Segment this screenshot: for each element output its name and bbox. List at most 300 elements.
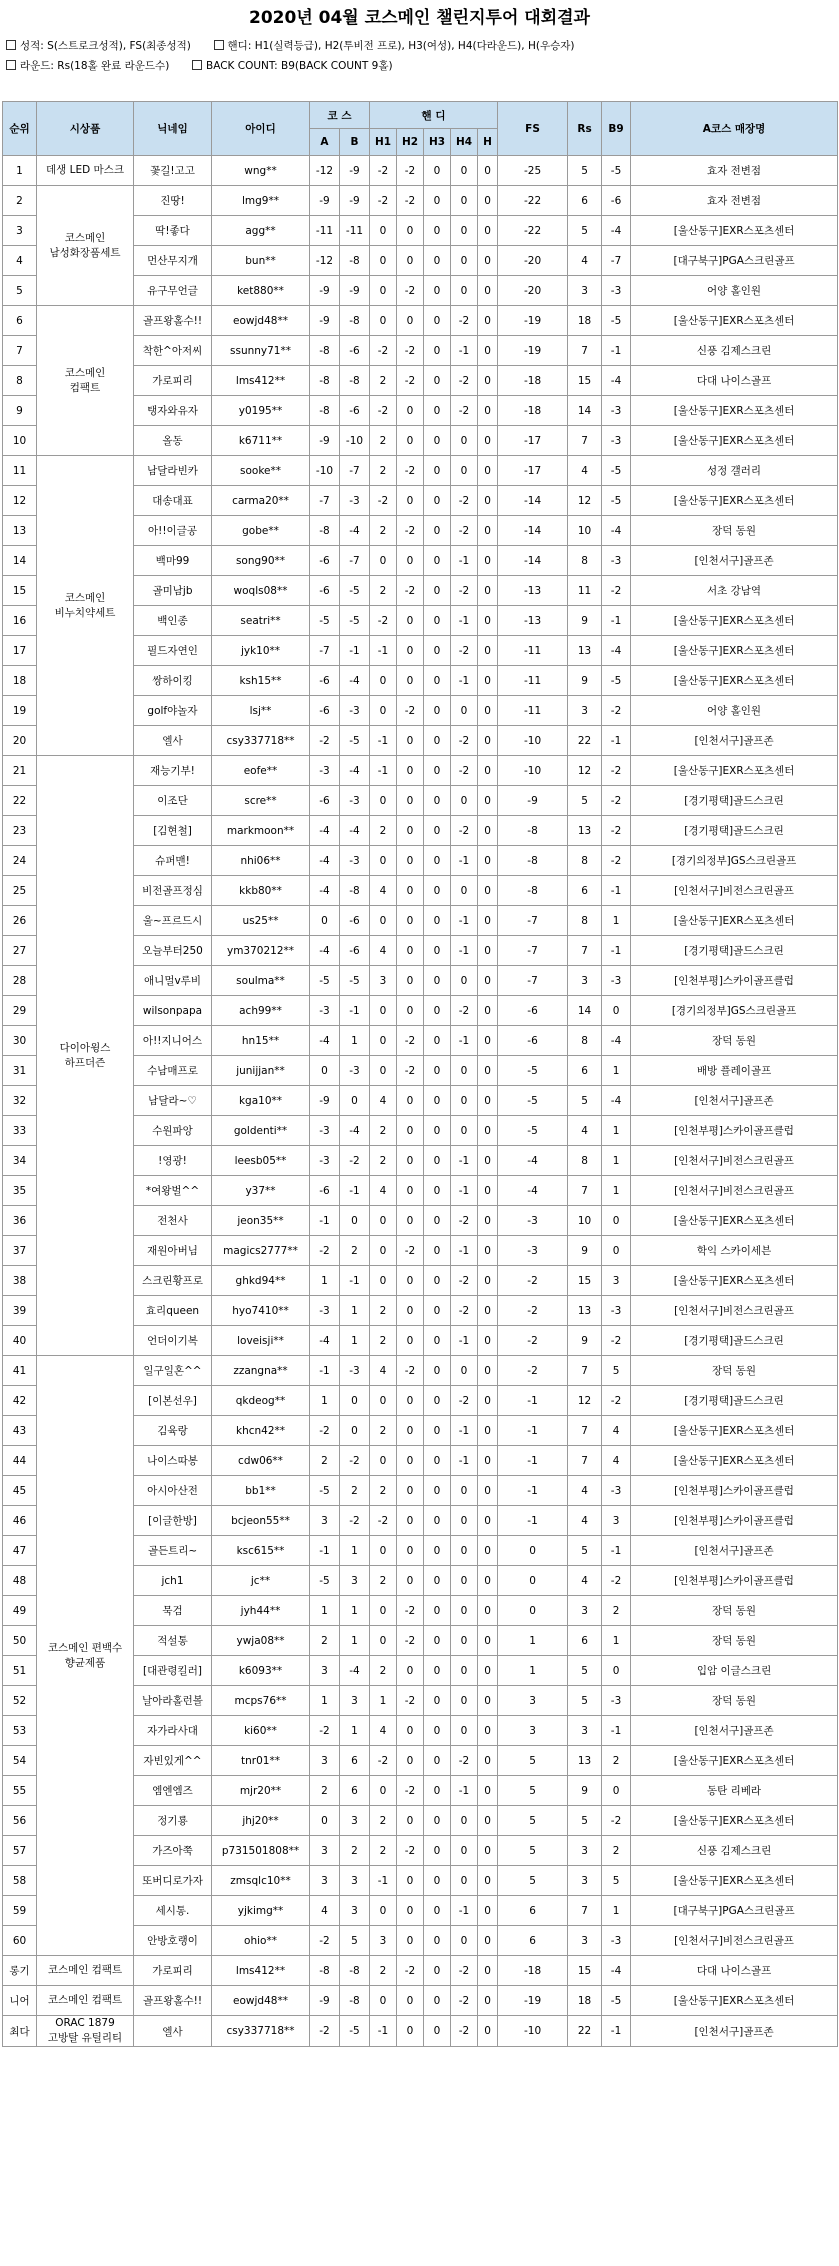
- h-cell: 0: [478, 1416, 498, 1446]
- h1-cell: 2: [370, 1416, 397, 1446]
- h-cell: 0: [478, 1266, 498, 1296]
- h1-cell: 0: [370, 996, 397, 1026]
- h4-cell: 0: [451, 1506, 478, 1536]
- course-b-cell: 1: [340, 1296, 370, 1326]
- fs-cell: 1: [498, 1656, 568, 1686]
- h1-cell: 3: [370, 1926, 397, 1956]
- h2-cell: 0: [397, 1386, 424, 1416]
- h1-cell: 0: [370, 1986, 397, 2016]
- b9-cell: -7: [602, 246, 631, 276]
- nickname-cell: 정기룡: [134, 1806, 212, 1836]
- store-cell: 장덕 동원: [631, 1686, 838, 1716]
- course-b-cell: 2: [340, 1236, 370, 1266]
- course-a-cell: -8: [310, 396, 340, 426]
- rs-cell: 9: [568, 666, 602, 696]
- h4-cell: -2: [451, 1296, 478, 1326]
- b9-cell: 0: [602, 1776, 631, 1806]
- course-b-cell: -9: [340, 186, 370, 216]
- h2-cell: 0: [397, 306, 424, 336]
- rs-cell: 13: [568, 1296, 602, 1326]
- h4-cell: 0: [451, 1056, 478, 1086]
- b9-cell: -5: [602, 306, 631, 336]
- header-user-id: 아이디: [212, 102, 310, 156]
- h3-cell: 0: [424, 1896, 451, 1926]
- h3-cell: 0: [424, 606, 451, 636]
- h4-cell: -1: [451, 1176, 478, 1206]
- rs-cell: 15: [568, 1266, 602, 1296]
- course-b-cell: -7: [340, 456, 370, 486]
- b9-cell: 0: [602, 996, 631, 1026]
- h3-cell: 0: [424, 1116, 451, 1146]
- rs-cell: 13: [568, 636, 602, 666]
- rank-cell: 4: [3, 246, 37, 276]
- fs-cell: -10: [498, 2016, 568, 2047]
- nickname-cell: 자가라사대: [134, 1716, 212, 1746]
- course-b-cell: -1: [340, 1176, 370, 1206]
- course-b-cell: -5: [340, 576, 370, 606]
- rank-cell: 52: [3, 1686, 37, 1716]
- nickname-cell: 재원아버님: [134, 1236, 212, 1266]
- rank-cell: 59: [3, 1896, 37, 1926]
- header-course: 코 스: [310, 102, 370, 129]
- h3-cell: 0: [424, 1536, 451, 1566]
- h4-cell: -1: [451, 1896, 478, 1926]
- course-b-cell: -8: [340, 366, 370, 396]
- h2-cell: 0: [397, 1446, 424, 1476]
- h4-cell: -1: [451, 1776, 478, 1806]
- h1-cell: 2: [370, 1836, 397, 1866]
- h-cell: 0: [478, 1356, 498, 1386]
- table-row: [3, 1986, 838, 2016]
- h-cell: 0: [478, 1896, 498, 1926]
- course-a-cell: -6: [310, 666, 340, 696]
- h1-cell: -1: [370, 756, 397, 786]
- nickname-cell: 먼산무지개: [134, 246, 212, 276]
- h2-cell: -2: [397, 1236, 424, 1266]
- user-id-cell: bun**: [212, 246, 310, 276]
- h1-cell: 2: [370, 1116, 397, 1146]
- fs-cell: -11: [498, 666, 568, 696]
- course-b-cell: -2: [340, 1146, 370, 1176]
- rs-cell: 8: [568, 906, 602, 936]
- store-cell: [울산동구]EXR스포츠센터: [631, 486, 838, 516]
- nickname-cell: wilsonpapa: [134, 996, 212, 1026]
- header-course-a: A: [310, 129, 340, 156]
- h2-cell: 0: [397, 606, 424, 636]
- rank-cell: 34: [3, 1146, 37, 1176]
- fs-cell: -2: [498, 1326, 568, 1356]
- prize-group-cell: 코스메인 비누치약세트: [37, 456, 134, 756]
- rs-cell: 11: [568, 576, 602, 606]
- store-cell: 입암 이글스크린: [631, 1656, 838, 1686]
- b9-cell: -3: [602, 1926, 631, 1956]
- b9-cell: -2: [602, 786, 631, 816]
- h-cell: 0: [478, 216, 498, 246]
- nickname-cell: 가로피리: [134, 366, 212, 396]
- course-a-cell: 1: [310, 1386, 340, 1416]
- user-id-cell: jc**: [212, 1566, 310, 1596]
- h3-cell: 0: [424, 816, 451, 846]
- h3-cell: 0: [424, 1716, 451, 1746]
- h-cell: 0: [478, 1446, 498, 1476]
- course-b-cell: -10: [340, 426, 370, 456]
- h2-cell: -2: [397, 1776, 424, 1806]
- b9-cell: 2: [602, 1746, 631, 1776]
- user-id-cell: lsj**: [212, 696, 310, 726]
- rs-cell: 5: [568, 1536, 602, 1566]
- nickname-cell: 나이스따봉: [134, 1446, 212, 1476]
- course-b-cell: -4: [340, 516, 370, 546]
- h4-cell: 0: [451, 1086, 478, 1116]
- store-cell: 어양 홀인원: [631, 276, 838, 306]
- course-b-cell: -7: [340, 546, 370, 576]
- h1-cell: 0: [370, 696, 397, 726]
- h2-cell: 0: [397, 246, 424, 276]
- user-id-cell: gobe**: [212, 516, 310, 546]
- h1-cell: 2: [370, 816, 397, 846]
- h-cell: 0: [478, 696, 498, 726]
- b9-cell: -1: [602, 1536, 631, 1566]
- rs-cell: 8: [568, 1146, 602, 1176]
- rs-cell: 8: [568, 546, 602, 576]
- rs-cell: 7: [568, 426, 602, 456]
- h1-cell: 2: [370, 456, 397, 486]
- fs-cell: 5: [498, 1746, 568, 1776]
- prize-cell: 코스메인 컴팩트: [37, 1956, 134, 1986]
- b9-cell: 1: [602, 1896, 631, 1926]
- rank-cell: 8: [3, 366, 37, 396]
- b9-cell: -5: [602, 666, 631, 696]
- fs-cell: 0: [498, 1566, 568, 1596]
- b9-cell: -5: [602, 486, 631, 516]
- h2-cell: 0: [397, 1536, 424, 1566]
- prize-group-cell: 코스메인 남성화장품세트: [37, 186, 134, 306]
- h2-cell: 0: [397, 1176, 424, 1206]
- h2-cell: 0: [397, 996, 424, 1026]
- rs-cell: 3: [568, 1866, 602, 1896]
- h3-cell: 0: [424, 906, 451, 936]
- h-cell: 0: [478, 1716, 498, 1746]
- rs-cell: 8: [568, 1026, 602, 1056]
- b9-cell: -2: [602, 576, 631, 606]
- h-cell: 0: [478, 336, 498, 366]
- rs-cell: 15: [568, 366, 602, 396]
- course-a-cell: -4: [310, 1326, 340, 1356]
- course-a-cell: -6: [310, 1176, 340, 1206]
- fs-cell: -22: [498, 186, 568, 216]
- nickname-cell: 골프왕홀수!!: [134, 306, 212, 336]
- rank-cell: 9: [3, 396, 37, 426]
- h3-cell: 0: [424, 1626, 451, 1656]
- store-cell: 서초 강남역: [631, 576, 838, 606]
- h3-cell: 0: [424, 456, 451, 486]
- rs-cell: 4: [568, 1506, 602, 1536]
- fs-cell: -7: [498, 936, 568, 966]
- h3-cell: 0: [424, 1686, 451, 1716]
- store-cell: [경기평택]골드스크린: [631, 936, 838, 966]
- rank-cell: 5: [3, 276, 37, 306]
- nickname-cell: jch1: [134, 1566, 212, 1596]
- store-cell: [울산동구]EXR스포츠센터: [631, 1446, 838, 1476]
- h3-cell: 0: [424, 1236, 451, 1266]
- course-b-cell: 3: [340, 1686, 370, 1716]
- h-cell: 0: [478, 1206, 498, 1236]
- h1-cell: 0: [370, 1386, 397, 1416]
- h3-cell: 0: [424, 876, 451, 906]
- course-a-cell: -2: [310, 1236, 340, 1266]
- nickname-cell: [대관령킬러]: [134, 1656, 212, 1686]
- user-id-cell: markmoon**: [212, 816, 310, 846]
- h4-cell: 0: [451, 1116, 478, 1146]
- h-cell: 0: [478, 1176, 498, 1206]
- rs-cell: 4: [568, 246, 602, 276]
- h1-cell: 2: [370, 1806, 397, 1836]
- h3-cell: 0: [424, 786, 451, 816]
- course-b-cell: 0: [340, 1416, 370, 1446]
- course-a-cell: -9: [310, 306, 340, 336]
- h3-cell: 0: [424, 246, 451, 276]
- h2-cell: -2: [397, 156, 424, 186]
- fs-cell: -17: [498, 426, 568, 456]
- user-id-cell: goldenti**: [212, 1116, 310, 1146]
- b9-cell: -2: [602, 1386, 631, 1416]
- course-a-cell: 3: [310, 1746, 340, 1776]
- rank-cell: 47: [3, 1536, 37, 1566]
- rs-cell: 18: [568, 1986, 602, 2016]
- nickname-cell: 골미남jb: [134, 576, 212, 606]
- h3-cell: 0: [424, 1656, 451, 1686]
- nickname-cell: 수원파앙: [134, 1116, 212, 1146]
- rs-cell: 3: [568, 1596, 602, 1626]
- h2-cell: 0: [397, 1746, 424, 1776]
- h2-cell: 0: [397, 1416, 424, 1446]
- course-b-cell: -3: [340, 846, 370, 876]
- h4-cell: -2: [451, 576, 478, 606]
- course-a-cell: -12: [310, 156, 340, 186]
- course-a-cell: 0: [310, 1806, 340, 1836]
- user-id-cell: jyh44**: [212, 1596, 310, 1626]
- h4-cell: -2: [451, 1206, 478, 1236]
- h4-cell: -1: [451, 1326, 478, 1356]
- nickname-cell: 가즈아쭉: [134, 1836, 212, 1866]
- nickname-cell: 전천사: [134, 1206, 212, 1236]
- legend: [0, 36, 839, 76]
- store-cell: [인천부평]스카이골프클럽: [631, 1116, 838, 1146]
- h2-cell: -2: [397, 366, 424, 396]
- rank-cell: 46: [3, 1506, 37, 1536]
- fs-cell: -9: [498, 786, 568, 816]
- b9-cell: -1: [602, 336, 631, 366]
- course-a-cell: -12: [310, 246, 340, 276]
- h1-cell: 4: [370, 876, 397, 906]
- nickname-cell: 남달라~♡: [134, 1086, 212, 1116]
- fs-cell: -19: [498, 1986, 568, 2016]
- nickname-cell: 가로피리: [134, 1956, 212, 1986]
- nickname-cell: 오늘부터250: [134, 936, 212, 966]
- h-cell: 0: [478, 636, 498, 666]
- course-b-cell: 6: [340, 1776, 370, 1806]
- b9-cell: -3: [602, 1296, 631, 1326]
- rank-cell: 55: [3, 1776, 37, 1806]
- rs-cell: 7: [568, 936, 602, 966]
- legend-box-icon: [6, 60, 16, 70]
- table-row: [3, 2016, 838, 2047]
- course-b-cell: -1: [340, 636, 370, 666]
- h4-cell: 0: [451, 1806, 478, 1836]
- h-cell: 0: [478, 1026, 498, 1056]
- store-cell: [인천서구]비전스크린골프: [631, 1146, 838, 1176]
- b9-cell: -3: [602, 546, 631, 576]
- rank-cell: 롱기: [3, 1956, 37, 1986]
- h1-cell: 1: [370, 1686, 397, 1716]
- rs-cell: 10: [568, 516, 602, 546]
- header-h2: H2: [397, 129, 424, 156]
- nickname-cell: 탱자와유자: [134, 396, 212, 426]
- nickname-cell: 김육랑: [134, 1416, 212, 1446]
- course-a-cell: -7: [310, 486, 340, 516]
- h2-cell: -2: [397, 696, 424, 726]
- h-cell: 0: [478, 1806, 498, 1836]
- course-a-cell: 3: [310, 1506, 340, 1536]
- rank-cell: 43: [3, 1416, 37, 1446]
- rs-cell: 3: [568, 1836, 602, 1866]
- h4-cell: 0: [451, 156, 478, 186]
- header-h4: H4: [451, 129, 478, 156]
- prize-group-cell: 코스메인 컴팩트: [37, 306, 134, 456]
- h-cell: 0: [478, 1386, 498, 1416]
- course-b-cell: -4: [340, 816, 370, 846]
- h4-cell: -1: [451, 666, 478, 696]
- h4-cell: -2: [451, 1266, 478, 1296]
- nickname-cell: 아!!지니어스: [134, 1026, 212, 1056]
- course-a-cell: -3: [310, 756, 340, 786]
- user-id-cell: song90**: [212, 546, 310, 576]
- b9-cell: 4: [602, 1416, 631, 1446]
- course-a-cell: -9: [310, 276, 340, 306]
- rs-cell: 7: [568, 1446, 602, 1476]
- header-fs: FS: [498, 102, 568, 156]
- h-cell: 0: [478, 726, 498, 756]
- h4-cell: -2: [451, 726, 478, 756]
- h-cell: 0: [478, 1956, 498, 1986]
- h3-cell: 0: [424, 396, 451, 426]
- course-a-cell: 0: [310, 906, 340, 936]
- nickname-cell: 엘사: [134, 2016, 212, 2047]
- h1-cell: -1: [370, 636, 397, 666]
- rs-cell: 9: [568, 1326, 602, 1356]
- nickname-cell: 쌍하이킹: [134, 666, 212, 696]
- user-id-cell: nhi06**: [212, 846, 310, 876]
- b9-cell: -1: [602, 726, 631, 756]
- user-id-cell: kga10**: [212, 1086, 310, 1116]
- header-nickname: 닉네임: [134, 102, 212, 156]
- legend-box-icon: [6, 40, 16, 50]
- h3-cell: 0: [424, 1746, 451, 1776]
- h3-cell: 0: [424, 1836, 451, 1866]
- store-cell: [인천서구]골프존: [631, 1716, 838, 1746]
- fs-cell: -10: [498, 726, 568, 756]
- h3-cell: 0: [424, 1026, 451, 1056]
- h-cell: 0: [478, 516, 498, 546]
- fs-cell: -1: [498, 1476, 568, 1506]
- store-cell: [인천서구]골프존: [631, 2016, 838, 2047]
- rank-cell: 17: [3, 636, 37, 666]
- rank-cell: 니어: [3, 1986, 37, 2016]
- user-id-cell: us25**: [212, 906, 310, 936]
- h-cell: 0: [478, 1926, 498, 1956]
- h1-cell: -1: [370, 2016, 397, 2047]
- b9-cell: -4: [602, 1086, 631, 1116]
- b9-cell: -1: [602, 1716, 631, 1746]
- header-h1: H1: [370, 129, 397, 156]
- nickname-cell: 엠엔엠즈: [134, 1776, 212, 1806]
- user-id-cell: leesb05**: [212, 1146, 310, 1176]
- header-course-b: B: [340, 129, 370, 156]
- course-a-cell: -3: [310, 1116, 340, 1146]
- h-cell: 0: [478, 456, 498, 486]
- course-b-cell: 2: [340, 1836, 370, 1866]
- course-a-cell: -3: [310, 996, 340, 1026]
- h-cell: 0: [478, 1056, 498, 1086]
- h3-cell: 0: [424, 306, 451, 336]
- course-b-cell: -9: [340, 276, 370, 306]
- rank-cell: 22: [3, 786, 37, 816]
- h3-cell: 0: [424, 2016, 451, 2047]
- h4-cell: 0: [451, 1656, 478, 1686]
- fs-cell: -14: [498, 516, 568, 546]
- rs-cell: 13: [568, 1746, 602, 1776]
- h2-cell: 0: [397, 1266, 424, 1296]
- course-b-cell: -8: [340, 876, 370, 906]
- b9-cell: 1: [602, 1626, 631, 1656]
- nickname-cell: *여왕벌^^: [134, 1176, 212, 1206]
- store-cell: 다대 나이스골프: [631, 1956, 838, 1986]
- rs-cell: 22: [568, 726, 602, 756]
- course-b-cell: 6: [340, 1746, 370, 1776]
- table-row: [3, 456, 838, 486]
- user-id-cell: ghkd94**: [212, 1266, 310, 1296]
- rs-cell: 15: [568, 1956, 602, 1986]
- rank-cell: 23: [3, 816, 37, 846]
- nickname-cell: 울~프르드시: [134, 906, 212, 936]
- legend-backcount: BACK COUNT: B9(BACK COUNT 9홀): [206, 60, 393, 72]
- fs-cell: 6: [498, 1896, 568, 1926]
- nickname-cell: 착한^아저씨: [134, 336, 212, 366]
- h3-cell: 0: [424, 966, 451, 996]
- h3-cell: 0: [424, 1986, 451, 2016]
- user-id-cell: junijjan**: [212, 1056, 310, 1086]
- h3-cell: 0: [424, 1506, 451, 1536]
- course-a-cell: 0: [310, 1056, 340, 1086]
- user-id-cell: cdw06**: [212, 1446, 310, 1476]
- fs-cell: -5: [498, 1056, 568, 1086]
- rank-cell: 41: [3, 1356, 37, 1386]
- fs-cell: -3: [498, 1206, 568, 1236]
- course-a-cell: -2: [310, 726, 340, 756]
- user-id-cell: lmg9**: [212, 186, 310, 216]
- rank-cell: 39: [3, 1296, 37, 1326]
- fs-cell: -4: [498, 1176, 568, 1206]
- store-cell: [울산동구]EXR스포츠센터: [631, 1746, 838, 1776]
- h4-cell: -1: [451, 936, 478, 966]
- course-b-cell: -9: [340, 156, 370, 186]
- table-row: [3, 1356, 838, 1386]
- fs-cell: 5: [498, 1806, 568, 1836]
- nickname-cell: 대송대표: [134, 486, 212, 516]
- course-a-cell: -8: [310, 366, 340, 396]
- course-b-cell: -1: [340, 1266, 370, 1296]
- store-cell: [인천부평]스카이골프클럽: [631, 966, 838, 996]
